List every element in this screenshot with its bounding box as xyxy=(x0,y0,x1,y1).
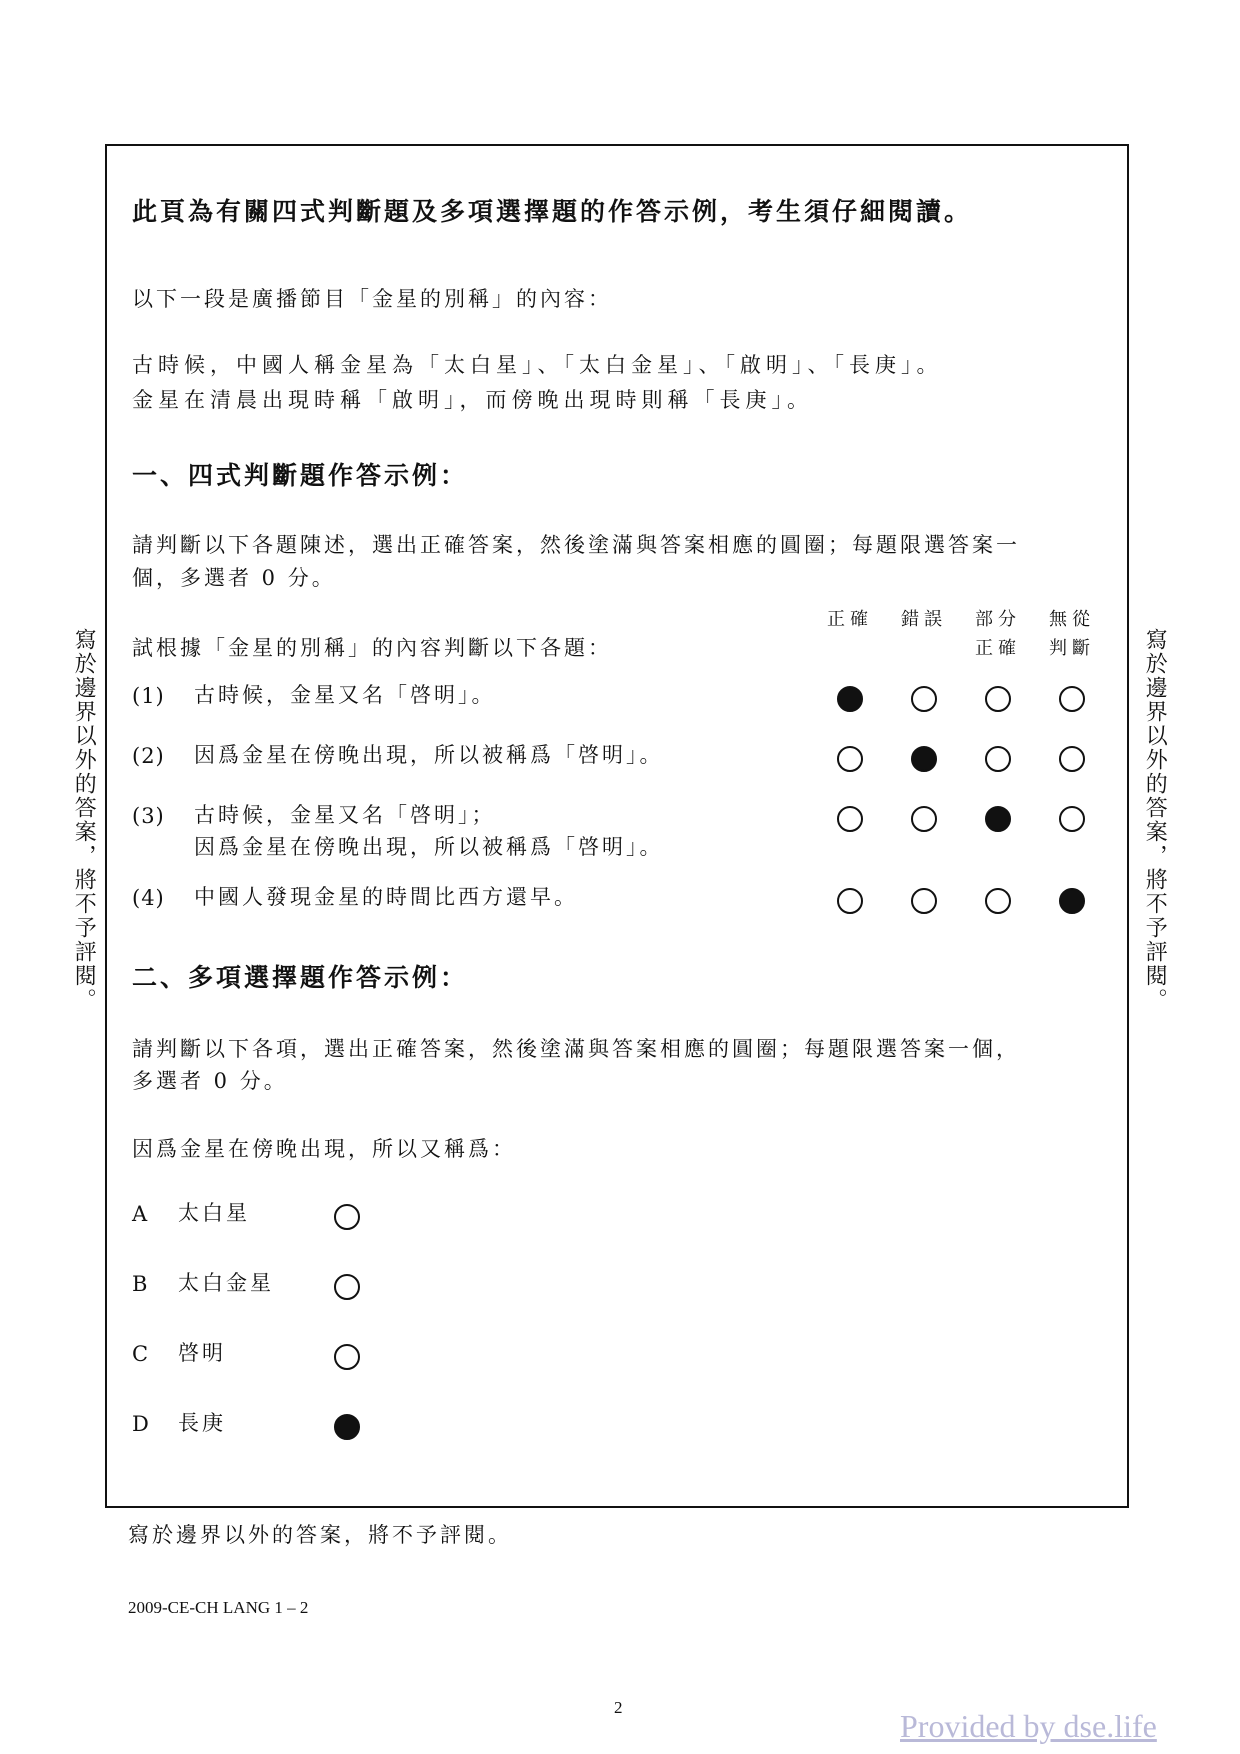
section2-instructions-line-1: 請判斷以下各項，選出正確答案，然後塗滿與答案相應的圓圈；每題限選答案一個， xyxy=(132,1037,1020,1061)
section2-instructions-line-2: 多選者 0 分。 xyxy=(132,1069,288,1093)
section1-instructions-line-2: 個，多選者 0 分。 xyxy=(132,566,336,590)
question-row-3 xyxy=(132,804,1112,874)
answer-bubble-q2-c4 xyxy=(1059,746,1085,772)
answer-bubble-q3-c4 xyxy=(1059,806,1085,832)
passage-line-1: 古時候，中國人稱金星為「太白星」、「太白金星」、「啟明」、「長庚」。 xyxy=(132,353,943,377)
option-letter: D xyxy=(132,1412,150,1436)
answer-bubble-q1-c1 xyxy=(837,686,863,712)
option-text: 太白星 xyxy=(178,1201,250,1225)
option-bubble-c xyxy=(334,1344,360,1370)
section1-prompt: 試根據「金星的別稱」的內容判斷以下各題： xyxy=(132,636,612,660)
question-number: (3) xyxy=(132,804,165,828)
exam-code: 2009-CE-CH LANG 1 – 2 xyxy=(128,1598,309,1617)
option-letter: A xyxy=(132,1202,149,1226)
answer-bubble-q4-c3 xyxy=(985,888,1011,914)
answer-bubble-q4-c2 xyxy=(911,888,937,914)
column-header-wrong: 錯誤 xyxy=(901,609,947,630)
question-number: (1) xyxy=(132,684,165,708)
section2-prompt: 因爲金星在傍晚出現，所以又稱爲： xyxy=(132,1137,516,1161)
option-bubble-b xyxy=(334,1274,360,1300)
section2-heading: 二、多項選擇題作答示例： xyxy=(132,963,469,992)
answer-bubble-q2-c2 xyxy=(911,746,937,772)
question-row-2 xyxy=(132,744,1112,784)
answer-bubble-q1-c2 xyxy=(911,686,937,712)
option-text: 長庚 xyxy=(178,1411,226,1435)
answer-bubble-q2-c1 xyxy=(837,746,863,772)
answer-bubble-q3-c3 xyxy=(985,806,1011,832)
answer-bubble-q1-c4 xyxy=(1059,686,1085,712)
left-margin-note: 寫於邊界以外的答案，將不予評閱。 xyxy=(71,628,97,1012)
main-heading: 此頁為有關四式判斷題及多項選擇題的作答示例，考生須仔細閱讀。 xyxy=(132,197,973,226)
column-header-correct: 正確 xyxy=(827,609,873,630)
section1-instructions-line-1: 請判斷以下各題陳述，選出正確答案，然後塗滿與答案相應的圓圈；每題限選答案一 xyxy=(132,533,1020,557)
option-letter: C xyxy=(132,1342,150,1366)
option-text: 啓明 xyxy=(178,1341,226,1365)
footer-note: 寫於邊界以外的答案，將不予評閱。 xyxy=(128,1523,512,1547)
option-bubble-d xyxy=(334,1414,360,1440)
right-margin-note: 寫於邊界以外的答案，將不予評閱。 xyxy=(1142,628,1168,1012)
question-text-line-1: 古時候，金星又名「啓明」； xyxy=(194,803,496,827)
question-text-line-1: 中國人發現金星的時間比西方還早。 xyxy=(194,885,578,909)
question-row-1 xyxy=(132,684,1112,724)
option-letter: B xyxy=(132,1272,149,1296)
question-text-line-1: 因爲金星在傍晚出現，所以被稱爲「啓明」。 xyxy=(194,743,664,767)
intro-text: 以下一段是廣播節目「金星的別稱」的內容： xyxy=(132,287,612,311)
watermark: Provided by dse.life xyxy=(900,1708,1157,1744)
column-header-partly-correct: 部分 正確 xyxy=(975,609,1021,659)
answer-bubble-q4-c1 xyxy=(837,888,863,914)
option-bubble-a xyxy=(334,1204,360,1230)
answer-bubble-q3-c1 xyxy=(837,806,863,832)
question-number: (4) xyxy=(132,886,165,910)
question-row-4 xyxy=(132,886,1112,926)
answer-bubble-q1-c3 xyxy=(985,686,1011,712)
answer-bubble-q4-c4 xyxy=(1059,888,1085,914)
question-text-line-2: 因爲金星在傍晚出現，所以被稱爲「啓明」。 xyxy=(194,835,664,859)
question-text-line-1: 古時候，金星又名「啓明」。 xyxy=(194,683,496,707)
section1-heading: 一、四式判斷題作答示例： xyxy=(132,461,469,490)
answer-bubble-q2-c3 xyxy=(985,746,1011,772)
answer-bubble-q3-c2 xyxy=(911,806,937,832)
question-number: (2) xyxy=(132,744,165,768)
page-number: 2 xyxy=(614,1698,623,1717)
passage-line-2: 金星在清晨出現時稱「啟明」，而傍晚出現時則稱「長庚」。 xyxy=(132,388,813,412)
column-header-cannot-judge: 無從 判斷 xyxy=(1049,609,1095,659)
option-text: 太白金星 xyxy=(178,1271,274,1295)
